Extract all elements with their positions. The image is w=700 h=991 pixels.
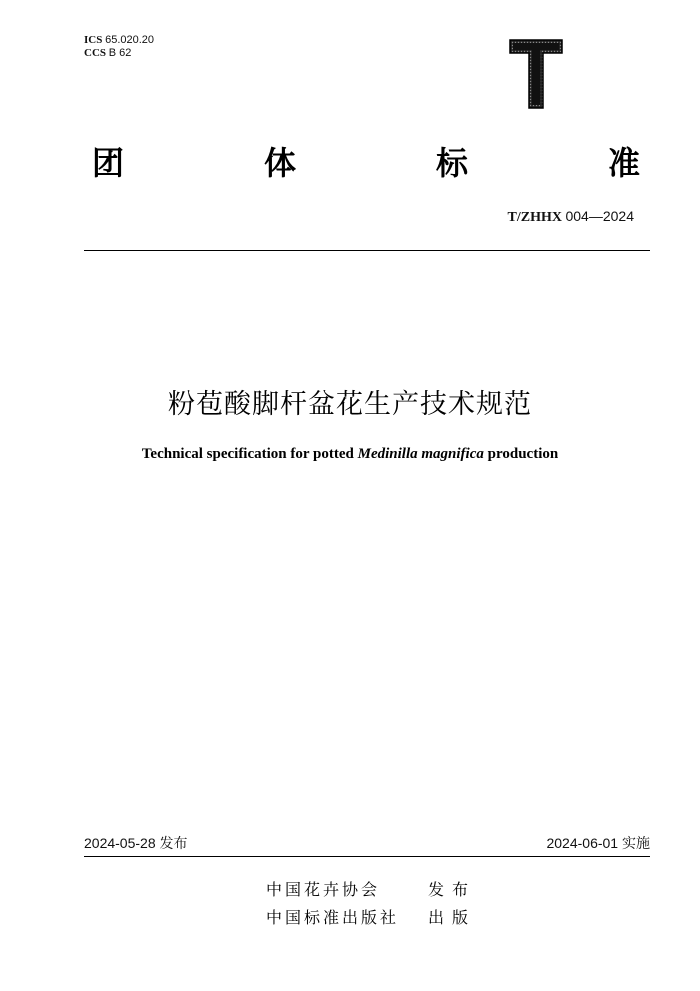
- implement-date: [546, 833, 650, 853]
- printer-name: 中国标准出版社: [266, 908, 400, 927]
- english-title-part: Technical specification for potted: [141, 446, 358, 462]
- publish-date-value: 2024-05-28: [84, 835, 156, 851]
- document-type-heading: [92, 138, 640, 186]
- doc-type-char: 标: [435, 144, 468, 182]
- chinese-title: 粉苞酸脚杆盆花生产技术规范: [168, 389, 532, 420]
- ics-label: ICS: [84, 34, 103, 46]
- group-standard-t-logo: [508, 38, 564, 110]
- ics-code: 65.020.20: [105, 34, 155, 46]
- publish-label: 发布: [159, 836, 188, 852]
- ccs-label: CCS: [84, 47, 107, 59]
- ccs-code: B 62: [108, 47, 132, 59]
- top-divider: [84, 250, 650, 251]
- standard-number-prefix: T/ZHHX: [507, 210, 562, 225]
- bottom-divider: [84, 856, 650, 857]
- standard-number: [508, 208, 634, 226]
- publisher-action: 发布: [428, 880, 477, 899]
- printer-action: 出版: [428, 908, 477, 927]
- ccs-code-line: [84, 47, 154, 60]
- publisher-name: 中国花卉协会: [266, 880, 381, 899]
- ics-code-line: [84, 34, 154, 47]
- english-title-species: Medinilla magnifica: [357, 446, 484, 462]
- doc-type-char: 准: [607, 144, 640, 182]
- standard-number-value: 004—2024: [565, 208, 634, 224]
- english-title: [0, 446, 700, 463]
- classification-codes: [84, 34, 154, 60]
- publish-date: [84, 833, 188, 853]
- implement-date-value: 2024-06-01: [546, 835, 619, 851]
- doc-type-char: 团: [92, 144, 125, 182]
- english-title-part: production: [483, 446, 559, 462]
- implement-label: 实施: [622, 836, 650, 852]
- doc-type-char: 体: [263, 144, 296, 182]
